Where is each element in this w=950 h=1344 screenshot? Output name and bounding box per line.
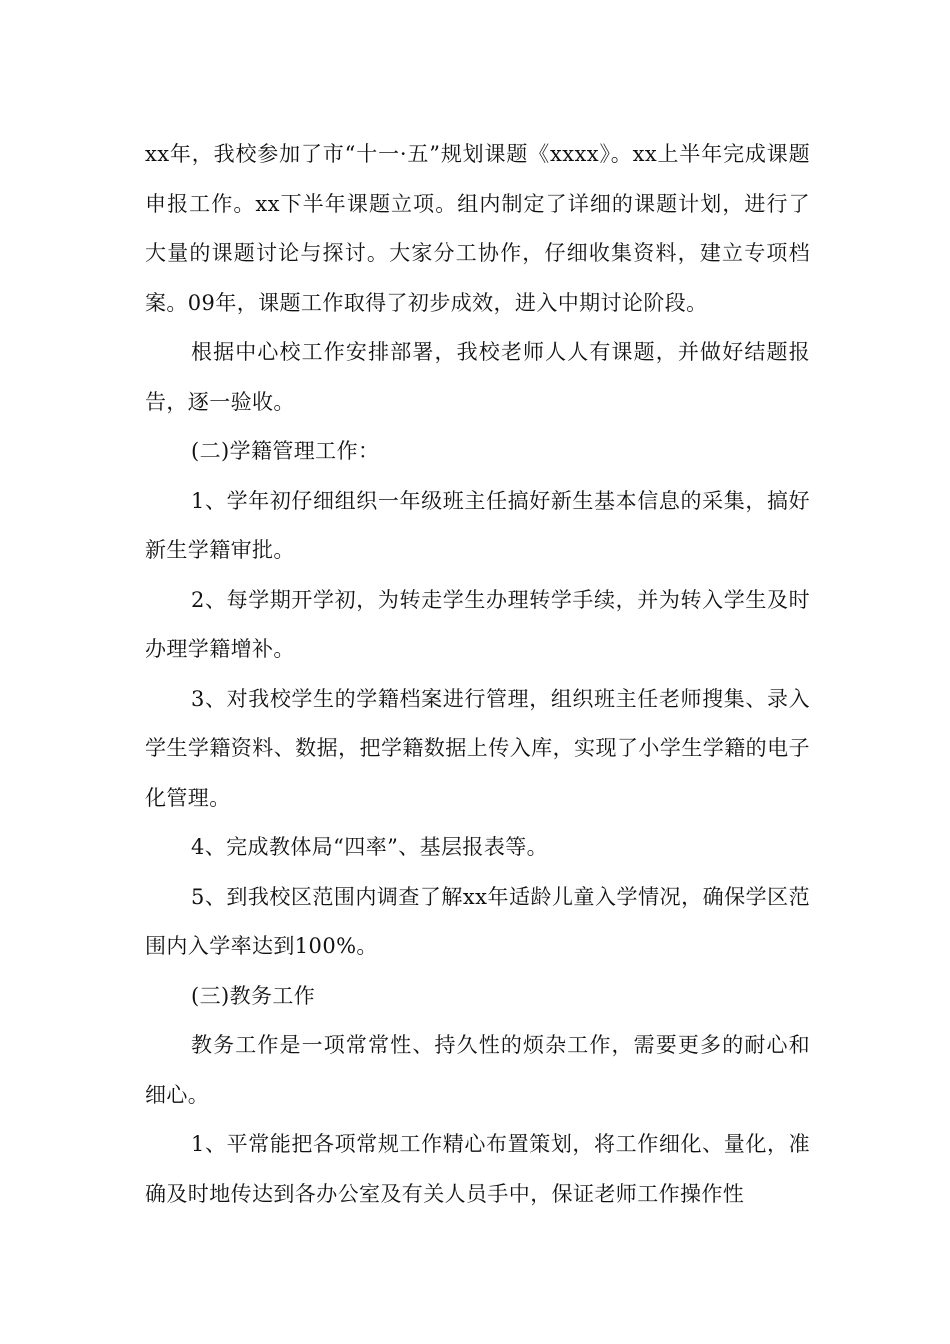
paragraph-item-3-records: 3、对我校学生的学籍档案进行管理，组织班主任老师搜集、录入学生学籍资料、数据，把学籍数据上传入库，实现了小学生学籍的电子化管理。 — [145, 686, 810, 810]
paragraph-item-1-new-student-info: 1、学年初仔细组织一年级班主任搞好新生基本信息的采集，搞好新生学籍审批。 — [145, 488, 810, 562]
section-heading-enrollment-management: (二)学籍管理工作： — [191, 439, 380, 463]
paragraph-academic-affairs-intro: 教务工作是一项常常性、持久性的烦杂工作，需要更多的耐心和细心。 — [145, 1033, 810, 1107]
paragraph-item-5-enrollment-survey: 5、到我校区范围内调查了解xx年适龄儿童入学情况，确保学区范围内入学率达到100%。 — [145, 884, 810, 958]
paragraph-academic-item-1: 1、平常能把各项常规工作精心布置策划，将工作细化、量化，准确及时地传达到各办公室及有关人员手中，保证老师工作操作性 — [145, 1132, 810, 1206]
section-heading-academic-affairs: (三)教务工作 — [191, 983, 316, 1008]
paragraph-item-2-transfer: 2、每学期开学初，为转走学生办理转学手续，并为转入学生及时办理学籍增补。 — [145, 587, 810, 661]
document-body — [145, 130, 810, 1219]
paragraph-research-project: xx年，我校参加了市“十一·五”规划课题《xxxx》。xx上半年完成课题申报工作。xx下半年课题立项。组内制定了详细的课题计划，进行了大量的课题讨论与探讨。大家分工协作，仔细收集资料，建立专项档案。09年，课题工作取得了初步成效，进入中期讨论阶段。 — [145, 142, 810, 315]
paragraph-project-acceptance: 根据中心校工作安排部署，我校老师人人有课题，并做好结题报告，逐一验收。 — [145, 340, 810, 414]
paragraph-item-4-reports: 4、完成教体局“四率”、基层报表等。 — [191, 835, 549, 859]
